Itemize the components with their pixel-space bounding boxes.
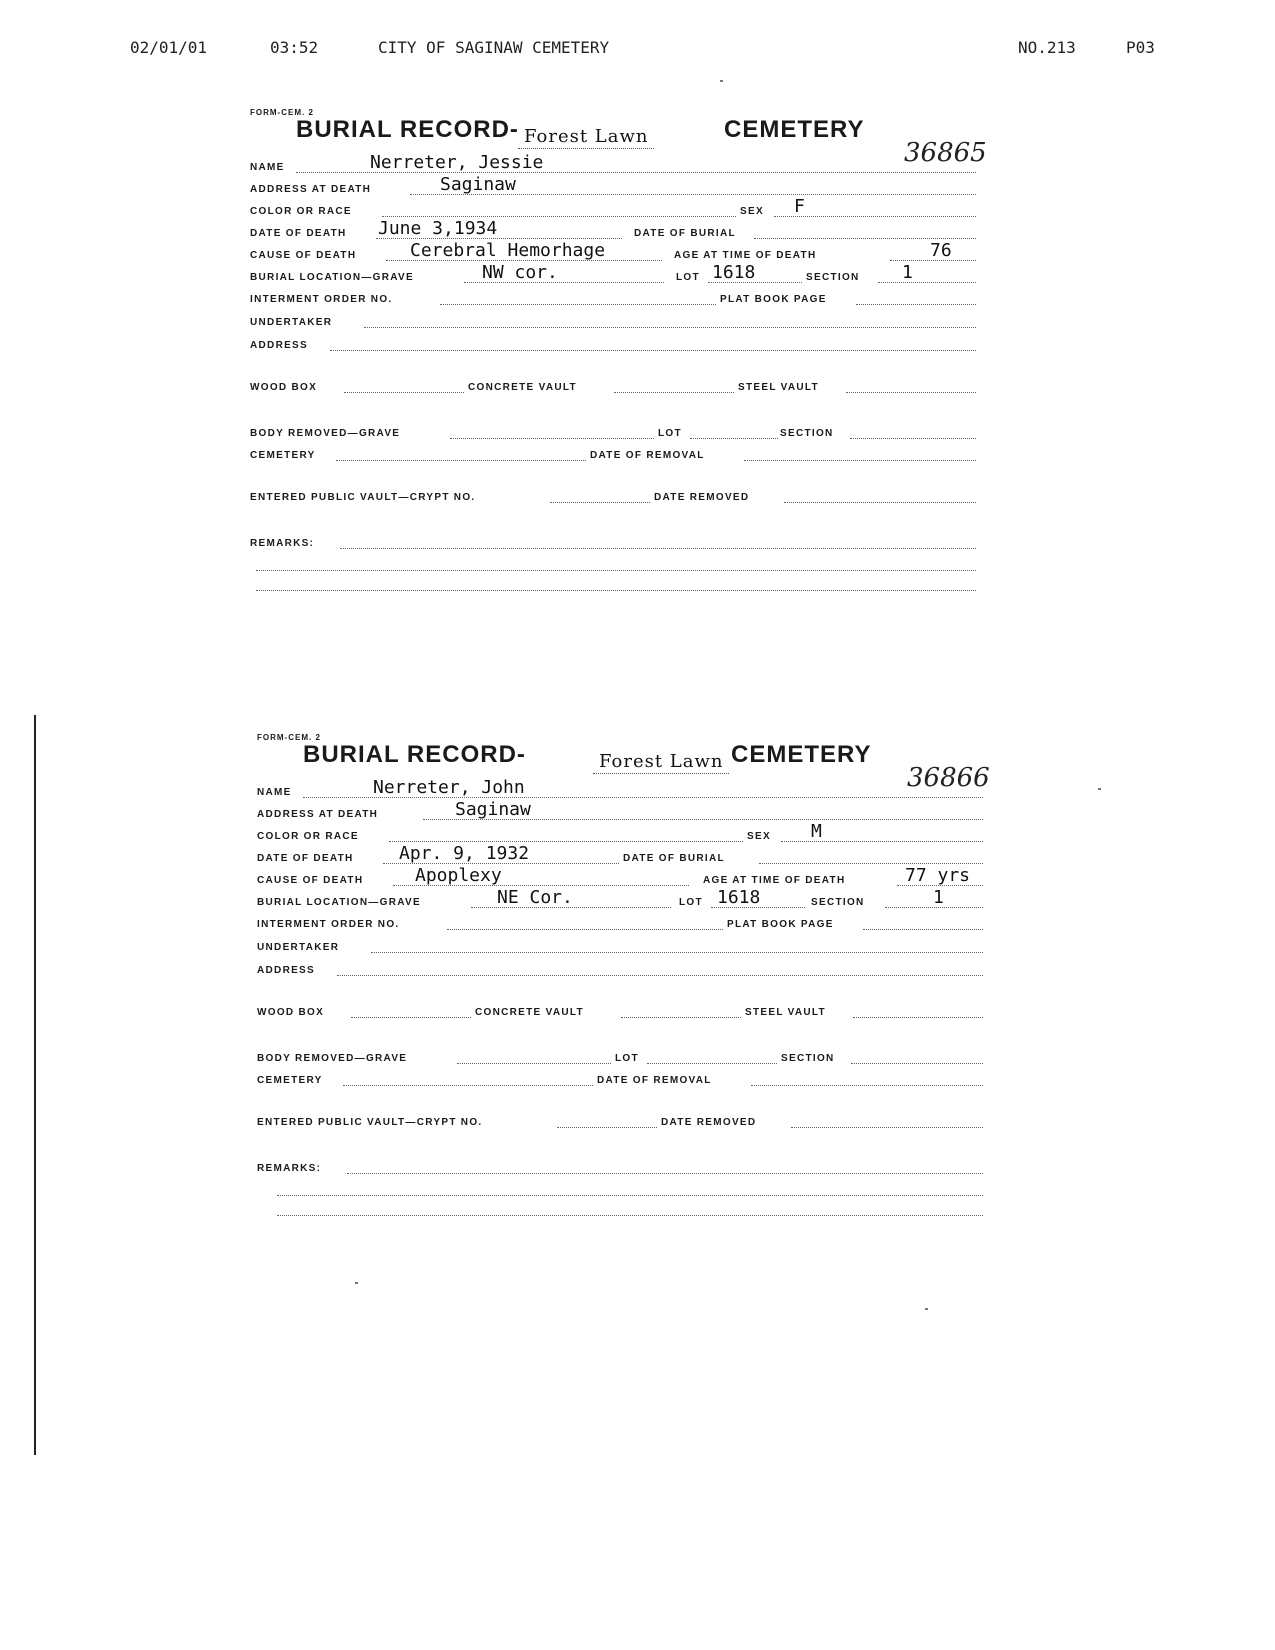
- section-value: 1: [933, 887, 944, 908]
- lot-value: 1618: [717, 887, 761, 908]
- interment-row: INTERMENT ORDER NO. PLAT BOOK PAGE: [250, 288, 990, 308]
- address-at-death-row: ADDRESS AT DEATH Saginaw: [257, 803, 997, 823]
- remarks-line-3: [250, 574, 990, 594]
- lot-value: 1618: [712, 262, 756, 283]
- death-burial-row: DATE OF DEATH June 3,1934 DATE OF BURIAL: [250, 222, 990, 242]
- record-title: BURIAL RECORD- Forest Lawn CEMETERY: [303, 741, 872, 772]
- scan-speck: [355, 1282, 358, 1284]
- cemetery-name: Forest Lawn: [518, 126, 654, 149]
- cemetery-word: CEMETERY: [731, 741, 872, 768]
- name-row: NAME Nerreter, Jessie: [250, 156, 990, 176]
- address-at-death-value: Saginaw: [440, 174, 516, 195]
- name-value: Nerreter, Jessie: [370, 152, 544, 173]
- vault-row: WOOD BOX CONCRETE VAULT STEEL VAULT: [250, 376, 990, 396]
- cemetery-word: CEMETERY: [724, 116, 865, 143]
- date-of-death-value: June 3,1934: [378, 218, 498, 239]
- scan-speck: [720, 80, 723, 82]
- location-row: BURIAL LOCATION—GRAVE NW cor. LOT 1618 SECTION 1: [250, 266, 990, 286]
- fax-header: [0, 38, 1275, 62]
- address-row: ADDRESS: [257, 959, 997, 979]
- cause-age-row: CAUSE OF DEATH Cerebral Hemorhage AGE AT TIME OF DEATH 76: [250, 244, 990, 264]
- fax-page: P03: [1126, 38, 1155, 57]
- section-value: 1: [902, 262, 913, 283]
- fax-time: 03:52: [270, 38, 319, 57]
- undertaker-row: UNDERTAKER: [257, 936, 997, 956]
- vault-row: WOOD BOX CONCRETE VAULT STEEL VAULT: [257, 1001, 997, 1021]
- record-title: BURIAL RECORD- Forest Lawn CEMETERY: [296, 116, 865, 147]
- undertaker-row: UNDERTAKER: [250, 311, 990, 331]
- public-vault-row: ENTERED PUBLIC VAULT—CRYPT NO. DATE REMOVED: [257, 1111, 997, 1131]
- body-removed-row: BODY REMOVED—GRAVE LOT SECTION: [257, 1047, 997, 1067]
- scan-speck: [1098, 788, 1101, 790]
- remarks-row: REMARKS:: [250, 532, 990, 552]
- grave-value: NE Cor.: [497, 887, 573, 908]
- address-at-death-row: ADDRESS AT DEATH Saginaw: [250, 178, 990, 198]
- sex-value: M: [811, 821, 822, 842]
- sex-value: F: [794, 196, 805, 217]
- record-number: 36866: [907, 763, 990, 793]
- color-sex-row: COLOR OR RACE SEX F: [250, 200, 990, 220]
- remarks-line-2: [250, 554, 990, 574]
- cause-of-death-value: Cerebral Hemorhage: [410, 240, 606, 261]
- scan-speck: [925, 1308, 928, 1310]
- record-number: 36865: [904, 138, 987, 168]
- form-code: FORM-CEM. 2: [257, 733, 321, 742]
- fax-sender: CITY OF SAGINAW CEMETERY: [378, 38, 610, 57]
- cemetery-name: Forest Lawn: [593, 751, 729, 774]
- name-row: NAME Nerreter, John: [257, 781, 997, 801]
- date-of-death-value: Apr. 9, 1932: [399, 843, 530, 864]
- form-code: FORM-CEM. 2: [250, 108, 314, 117]
- grave-value: NW cor.: [482, 262, 558, 283]
- public-vault-row: ENTERED PUBLIC VAULT—CRYPT NO. DATE REMOVED: [250, 486, 990, 506]
- address-row: ADDRESS: [250, 334, 990, 354]
- age-value: 77 yrs: [905, 865, 971, 886]
- remarks-row: REMARKS:: [257, 1157, 997, 1177]
- fax-number: NO.213: [1018, 38, 1076, 57]
- body-removed-row: BODY REMOVED—GRAVE LOT SECTION: [250, 422, 990, 442]
- remarks-line-2: [257, 1179, 997, 1199]
- color-sex-row: COLOR OR RACE SEX M: [257, 825, 997, 845]
- interment-row: INTERMENT ORDER NO. PLAT BOOK PAGE: [257, 913, 997, 933]
- address-at-death-value: Saginaw: [455, 799, 531, 820]
- age-value: 76: [930, 240, 952, 261]
- fax-date: 02/01/01: [130, 38, 208, 57]
- death-burial-row: DATE OF DEATH Apr. 9, 1932 DATE OF BURIAL: [257, 847, 997, 867]
- name-value: Nerreter, John: [373, 777, 525, 798]
- burial-record-2: [257, 733, 1047, 1273]
- scan-margin-line: [34, 715, 36, 1455]
- location-row: BURIAL LOCATION—GRAVE NE Cor. LOT 1618 SECTION 1: [257, 891, 997, 911]
- cause-of-death-value: Apoplexy: [415, 865, 502, 886]
- cemetery-removal-row: CEMETERY DATE OF REMOVAL: [257, 1069, 997, 1089]
- remarks-line-3: [257, 1199, 997, 1219]
- cemetery-removal-row: CEMETERY DATE OF REMOVAL: [250, 444, 990, 464]
- burial-record-1: [250, 108, 1040, 648]
- cause-age-row: CAUSE OF DEATH Apoplexy AGE AT TIME OF DEATH 77 yrs: [257, 869, 997, 889]
